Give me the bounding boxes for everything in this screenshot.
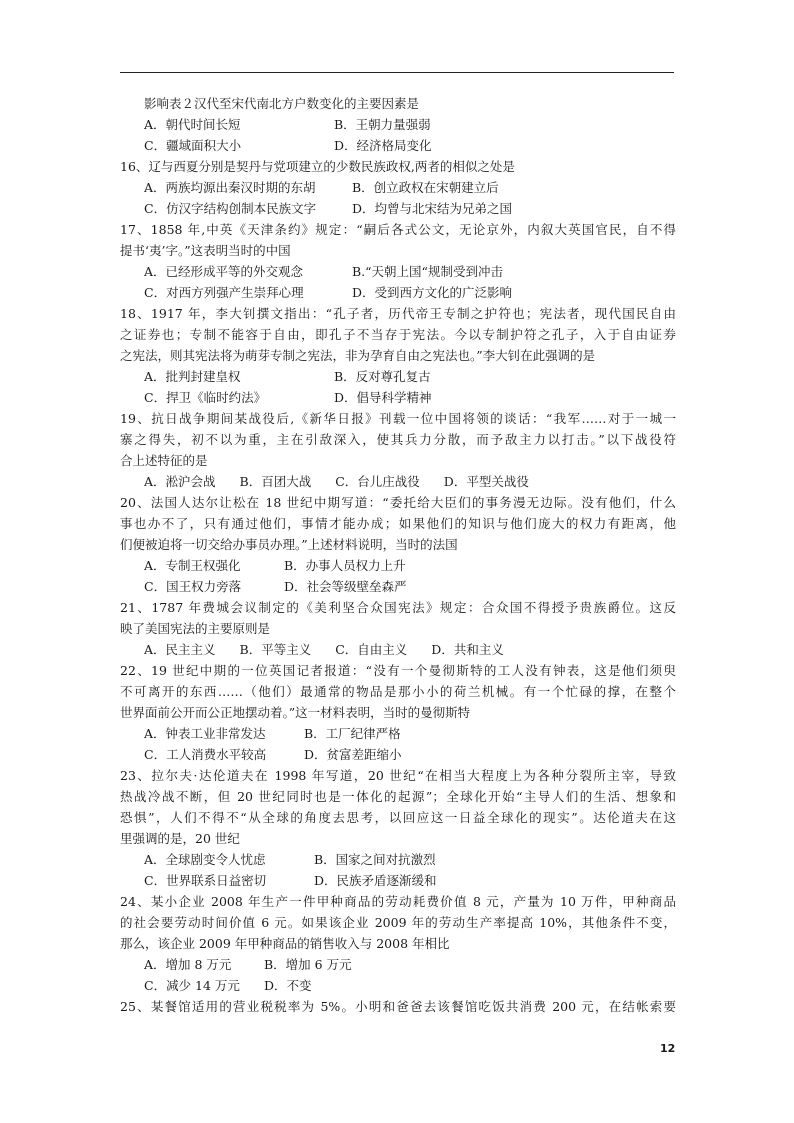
header-rule xyxy=(120,72,674,73)
q17-options-ab xyxy=(120,261,676,282)
q17-stem-line-1: 17、1858 年,中英《天津条约》规定：“嗣后各式公文，无论京外，内叙大英国官民，自不得 xyxy=(120,222,676,237)
q19-stem-line-1: 19、抗日战争期间某战役后,《新华日报》刊载一位中国将领的谈话：“我军……对于一城一 xyxy=(120,411,676,426)
q22-options-ab xyxy=(120,723,676,744)
option-d: D．共和主义 xyxy=(431,642,504,657)
option-b: B．国家之间对抗激烈 xyxy=(314,852,436,867)
option-b: B.“天朝上国“规制受到冲击 xyxy=(352,264,503,279)
option-a: A．已经形成平等的外交观念 xyxy=(144,264,304,279)
q24-options-cd xyxy=(120,975,676,996)
q18-stem-line-3: 之宪法，则其宪法将为萌芽专制之宪法，非为孕育自由之宪法也。”李大钊在此强调的是 xyxy=(120,348,596,363)
q22-stem-line-2: 不可离开的东西……（他们）最通常的物品是那小小的荷兰机械。有一个忙碌的撑，在整个 xyxy=(120,684,676,699)
q19-options xyxy=(120,471,676,492)
q20-stem-line-1: 20、法国人达尔让松在 18 世纪中期写道：“委托给大臣们的事务漫无边际。没有他们，什么 xyxy=(120,495,676,510)
option-d: D．平型关战役 xyxy=(443,474,529,489)
option-d: D．倡导科学精神 xyxy=(334,390,432,405)
option-a: A．淞沪会战 xyxy=(144,474,216,489)
option-d: D．不变 xyxy=(264,978,312,993)
option-b: B．平等主义 xyxy=(239,642,312,657)
q21-options xyxy=(120,639,676,660)
q19-stem-line-3: 合上述特征的是 xyxy=(120,453,208,468)
option-c: C．自由主义 xyxy=(335,642,408,657)
option-d: D．民族矛盾逐渐缓和 xyxy=(314,873,437,888)
q24-stem-line-3: 那么，该企业 2009 年甲种商品的销售收入与 2008 年相比 xyxy=(120,936,450,951)
q16-stem: 16、辽与西夏分别是契丹与党项建立的少数民族政权,两者的相似之处是 xyxy=(120,159,515,174)
q21-stem-line-2: 映了美国宪法的主要原则是 xyxy=(120,621,271,636)
option-c: C．疆域面积大小 xyxy=(144,138,242,153)
option-b: B．工厂纪律严格 xyxy=(304,726,401,741)
option-b: B．反对尊孔复古 xyxy=(334,369,431,384)
option-c: C．工人消费水平较高 xyxy=(144,747,267,762)
option-c: C．对西方列强产生崇拜心理 xyxy=(144,285,304,300)
q22-stem-line-1: 22、19 世纪中期的一位英国记者报道：“没有一个曼彻斯特的工人没有钟表，这是他们须臾 xyxy=(120,663,676,678)
q20-stem-line-3: 们便被迫将一切交给办事员办理。”上述材料说明，当时的法国 xyxy=(120,537,458,552)
option-b: B．王朝力量强弱 xyxy=(334,117,431,132)
page-number: 12 xyxy=(660,1042,676,1055)
option-c: C．捍卫《临时约法》 xyxy=(144,390,267,405)
q23-options-cd xyxy=(120,870,676,891)
option-a: A．朝代时间长短 xyxy=(144,117,241,132)
option-c: C．仿汉字结构创制本民族文字 xyxy=(144,201,317,216)
q16-options-cd xyxy=(120,198,676,219)
option-a: A．专制王权强化 xyxy=(144,558,241,573)
option-b: B．创立政权在宋朝建立后 xyxy=(352,180,499,195)
option-a: A．钟表工业非常发达 xyxy=(144,726,266,741)
option-d: D．经济格局变化 xyxy=(334,138,432,153)
q24-stem-line-2: 的社会要劳动时间价值 6 元。如果该企业 2009 年的劳动生产率提高 10%，其他条件不变， xyxy=(120,915,676,930)
q20-stem-line-2: 事也办不了，只有通过他们，事情才能办成；如果他们的知识与他们庞大的权力有距离，他 xyxy=(120,516,676,531)
option-b: B．百团大战 xyxy=(239,474,312,489)
option-c: C．台儿庄战役 xyxy=(335,474,420,489)
q17-stem-line-2: 提书‘夷’字。”这表明当时的中国 xyxy=(120,243,291,258)
q19-stem-line-2: 寨之得失，初不以为重，主在引敌深入，使其兵力分散，而予敌主力以打击。”以下战役符 xyxy=(120,432,676,447)
q18-stem-line-1: 18、1917 年，李大钊撰文指出：“孔子者，历代帝王专制之护符也；宪法者，现代国民自由 xyxy=(120,306,676,321)
option-c: C．减少 14 万元 xyxy=(144,978,240,993)
q20-options-ab xyxy=(120,555,676,576)
option-c: C．国王权力旁落 xyxy=(144,579,242,594)
q24-options-ab xyxy=(120,954,676,975)
option-a: A．增加 8 万元 xyxy=(144,957,232,972)
option-d: D．受到西方文化的广泛影响 xyxy=(352,285,513,300)
option-d: D．社会等级壁垒森严 xyxy=(284,579,407,594)
q23-stem-line-2: 热战冷战不断，但 20 世纪同时也是一体化的起源”；全球化开始“主导人们的生活、想象和 xyxy=(120,789,676,804)
q21-stem-line-1: 21、1787 年费城会议制定的《美利坚合众国宪法》规定：合众国不得授予贵族爵位。这反 xyxy=(120,600,676,615)
exam-page-body xyxy=(120,93,676,1017)
q15-options-ab xyxy=(120,114,676,135)
option-d: D．贫富差距缩小 xyxy=(304,747,402,762)
q25-stem-line-1: 25、某餐馆适用的营业税税率为 5%。小明和爸爸去该餐馆吃饭共消费 200 元，在结帐索要 xyxy=(120,999,676,1014)
q24-stem-line-1: 24、某小企业 2008 年生产一件甲种商品的劳动耗费价值 8 元，产量为 10 万件，甲种商品 xyxy=(120,894,676,909)
option-a: A．民主主义 xyxy=(144,642,216,657)
option-d: D．均曾与北宋结为兄弟之国 xyxy=(352,201,513,216)
option-a: A．两族均源出秦汉时期的东胡 xyxy=(144,180,316,195)
option-a: A．全球剧变令人忧虑 xyxy=(144,852,266,867)
option-b: B．办事人员权力上升 xyxy=(284,558,406,573)
q15-options-cd xyxy=(120,135,676,156)
q23-stem-line-3: 恐惧”，人们不得不“从全球的角度去思考，以回应这一日益全球化的现实”。达伦道夫在这 xyxy=(120,810,676,825)
q20-options-cd xyxy=(120,576,676,597)
option-b: B．增加 6 万元 xyxy=(264,957,352,972)
q18-stem-line-2: 之证券也；专制不能容于自由，即孔子不当存于宪法。今以专制护符之孔子，入于自由证券 xyxy=(120,327,676,342)
q17-options-cd xyxy=(120,282,676,303)
q23-stem-line-1: 23、拉尔夫·达伦道夫在 1998 年写道，20 世纪“在相当大程度上为各种分裂所主宰，导致 xyxy=(120,768,676,783)
q22-options-cd xyxy=(120,744,676,765)
q18-options-ab xyxy=(120,366,676,387)
option-a: A．批判封建皇权 xyxy=(144,369,241,384)
q23-options-ab xyxy=(120,849,676,870)
option-c: C．世界联系日益密切 xyxy=(144,873,267,888)
q15-stem: 影响表２汉代至宋代南北方户数变化的主要因素是 xyxy=(144,96,420,111)
q22-stem-line-3: 世界面前公开而公正地摆动着。”这一材料表明，当时的曼彻斯特 xyxy=(120,705,471,720)
q23-stem-line-4: 里强调的是，20 世纪 xyxy=(120,831,240,846)
q16-options-ab xyxy=(120,177,676,198)
q18-options-cd xyxy=(120,387,676,408)
